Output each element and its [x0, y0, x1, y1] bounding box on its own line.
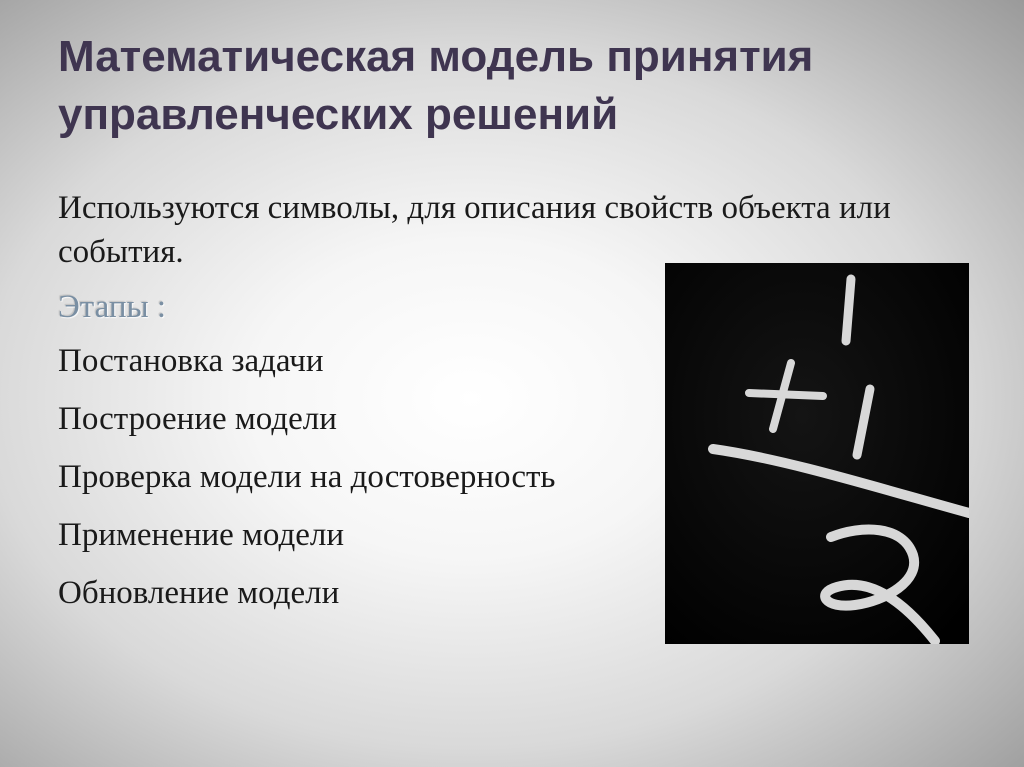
step-item: Построение модели — [58, 401, 337, 437]
slide-title-line-2: управленческих решений — [58, 90, 619, 139]
step-item: Постановка задачи — [58, 343, 324, 379]
intro-text: Используются символы, для описания свойств объекта или события. — [58, 190, 891, 270]
step-item: Обновление модели — [58, 575, 340, 611]
chalkboard-math-icon — [665, 263, 969, 644]
slide-title-line-1: Математическая модель принятия — [58, 32, 814, 81]
slide-title — [58, 28, 978, 144]
step-item: Применение модели — [58, 517, 345, 553]
step-item: Проверка модели на достоверность — [58, 459, 556, 495]
chalkboard-math-image — [665, 263, 969, 644]
stages-label: Этапы : — [58, 289, 167, 325]
